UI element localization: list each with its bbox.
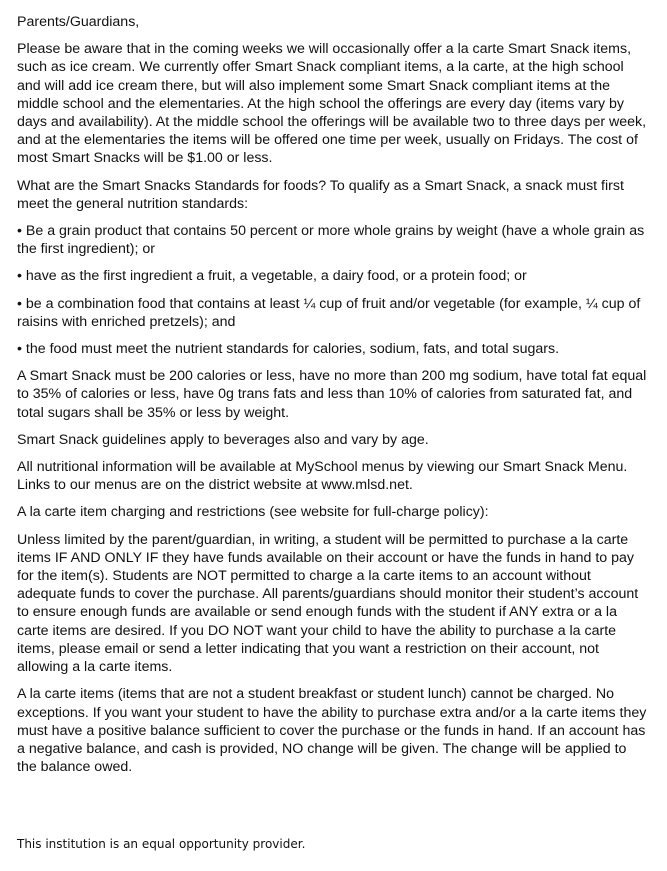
charging-heading: A la carte item charging and restrictions (see website for full-charge policy): <box>17 504 489 521</box>
bullet-item-combination-food: • be a combination food that contains at least ¼ cup of fruit and/or vegetable (for example, ¼ cup of raisins with enriched pretzels); and <box>17 295 641 330</box>
bullet-item-first-ingredient: • have as the first ingredient a fruit, a vegetable, a dairy food, or a protein food; or <box>17 268 527 285</box>
equal-opportunity-footer: This institution is an equal opportunity provider. <box>17 837 306 851</box>
beverages-paragraph: Smart Snack guidelines apply to beverages also and vary by age. <box>17 431 429 448</box>
salutation: Parents/Guardians, <box>17 14 140 30</box>
intro-paragraph: Please be aware that in the coming weeks we will occasionally offer a la carte Smart Snack items, such as ice cream. We currently offer Smart Snack compliant items, a la carte, at the high school and will add ice cream there, but will also implement some Smart Snack compliant items at the middle school and the elementaries. At the high school the offerings are every day (items vary by days and availability). At the middle school the offerings will be available two to three days per week, and at the elementaries the items will be offered one time per week, usually on Fridays. The cost of most Smart Snacks will be $1.00 or less. <box>17 41 647 167</box>
letter-body <box>17 13 649 785</box>
bullet-item-nutrient-standards: • the food must meet the nutrient standards for calories, sodium, fats, and total sugars. <box>17 341 560 358</box>
nutrient-limits-paragraph: A Smart Snack must be 200 calories or less, have no more than 200 mg sodium, have total fat equal to 35% of calories or less, have 0g trans fats and less than 10% of calories from saturated fat, and total sugars shall be 35% or less by weight. <box>17 368 647 421</box>
charging-policy-paragraph: Unless limited by the parent/guardian, in writing, a student will be permitted to purchase a la carte items IF AND ONLY IF they have funds available on their account or have the funds in hand to pay for the item(s). Students are NOT permitted to charge a la carte items to an account without adequate funds to cover the purchase. All parents/guardians should monitor their student’s account to ensure enough funds are available or send enough funds with the student if ANY extra or a la carte items are desired. If you DO NOT want your child to have the ability to purchase a la carte items, please email or send a letter indicating that you want a restriction on their account, not allowing a la carte items. <box>17 531 639 676</box>
bullet-item-grain: • Be a grain product that contains 50 percent or more whole grains by weight (have a whole grain as the first ingredient); or <box>17 223 645 258</box>
nutrition-info-paragraph: All nutritional information will be available at MySchool menus by viewing our Smart Snack Menu. Links to our menus are on the district website at www.mlsd.net. <box>17 459 628 494</box>
no-charge-paragraph: A la carte items (items that are not a student breakfast or student lunch) cannot be charged. No exceptions. If you want your student to have the ability to purchase extra and/or a la carte items they must have a positive balance sufficient to cover the purchase or the funds in hand. If an account has a negative balance, and cash is provided, NO change will be given. The change will be applied to the balance owed. <box>17 686 647 776</box>
standards-question-paragraph: What are the Smart Snacks Standards for foods? To qualify as a Smart Snack, a snack must first meet the general nutrition standards: <box>17 177 624 212</box>
